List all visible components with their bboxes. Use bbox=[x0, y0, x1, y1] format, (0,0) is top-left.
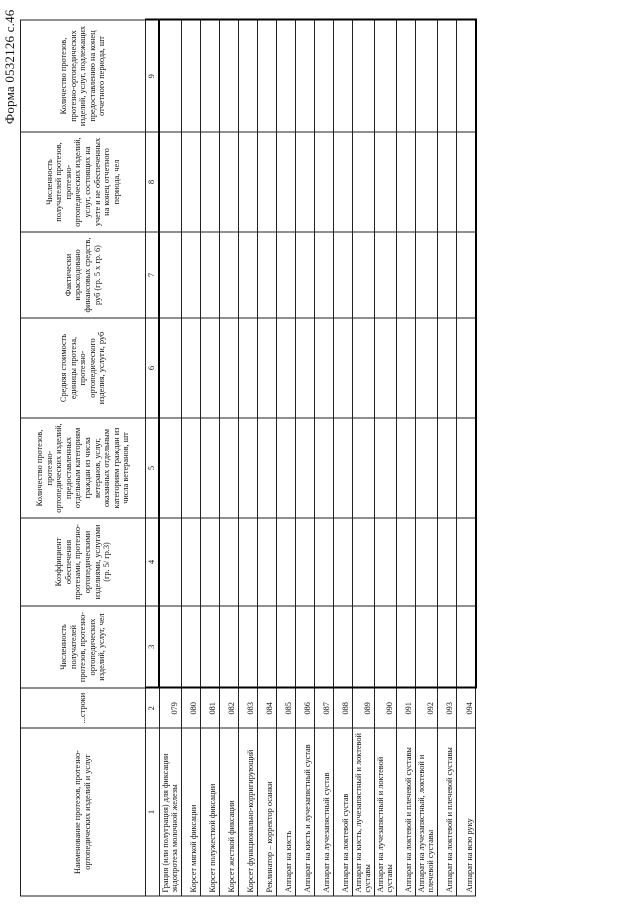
row-name: Аппарат на кисть, лучезапястный и локтевой суставы bbox=[352, 728, 374, 896]
row-name: Корсет жесткой фиксации bbox=[219, 728, 238, 896]
row-name: Реклинатор – корректор осанки bbox=[257, 728, 276, 896]
cell-col6[interactable] bbox=[352, 318, 374, 418]
table-row bbox=[396, 20, 415, 896]
column-number: 5 bbox=[146, 418, 160, 518]
row-code: 080 bbox=[181, 688, 200, 728]
cell-col6[interactable] bbox=[200, 318, 219, 418]
cell-col3[interactable] bbox=[181, 606, 200, 688]
cell-col6[interactable] bbox=[295, 318, 314, 418]
cell-col4[interactable] bbox=[200, 518, 219, 606]
cell-col6[interactable] bbox=[276, 318, 295, 418]
table-row bbox=[352, 20, 374, 896]
cell-col8[interactable] bbox=[159, 132, 181, 232]
cell-col7[interactable] bbox=[181, 232, 200, 318]
row-name: Аппарат на локтевой и плечевой суставы bbox=[437, 728, 456, 896]
cell-col4[interactable] bbox=[295, 518, 314, 606]
column-header-recipients: Численность получателей протезов, протезно-ортопедических изделий, услуг, чел bbox=[21, 606, 146, 688]
cell-col9[interactable] bbox=[200, 20, 219, 132]
table-row bbox=[456, 20, 476, 896]
table-row bbox=[374, 20, 396, 896]
cell-col3[interactable] bbox=[257, 606, 276, 688]
row-code: 084 bbox=[257, 688, 276, 728]
cell-col5[interactable] bbox=[314, 418, 333, 518]
column-number: 9 bbox=[146, 20, 160, 132]
row-code: 082 bbox=[219, 688, 238, 728]
cell-col7[interactable] bbox=[415, 232, 437, 318]
row-name: Аппарат на лучезапястный сустав bbox=[314, 728, 333, 896]
cell-col4[interactable] bbox=[181, 518, 200, 606]
cell-col8[interactable] bbox=[181, 132, 200, 232]
table-row bbox=[159, 20, 181, 896]
cell-col8[interactable] bbox=[200, 132, 219, 232]
table-row bbox=[314, 20, 333, 896]
cell-col6[interactable] bbox=[314, 318, 333, 418]
cell-col3[interactable] bbox=[396, 606, 415, 688]
row-name: Аппарат на лучезапястный и локтевой суставы bbox=[374, 728, 396, 896]
table-row bbox=[276, 20, 295, 896]
row-name: Аппарат на кисть bbox=[276, 728, 295, 896]
cell-col9[interactable] bbox=[333, 20, 352, 132]
column-header-unserved: Численность получателей протезов, протезно-ортопедических изделий, услуг, состоящих на учете и не обеспеченных на конец отчетного периода, чел bbox=[21, 132, 146, 232]
cell-col8[interactable] bbox=[437, 132, 456, 232]
row-name: Грация (или полуграция) для фиксации эндопротеза молочной железы bbox=[159, 728, 181, 896]
table-row bbox=[333, 20, 352, 896]
cell-col3[interactable] bbox=[352, 606, 374, 688]
column-header-pending: Количество протезов, протезно-ортопедических изделий, услуг, подлежащих предоставлению на конец отчетного периода, шт bbox=[21, 20, 146, 132]
cell-col5[interactable] bbox=[159, 418, 181, 518]
cell-col5[interactable] bbox=[352, 418, 374, 518]
column-header-spent: Фактически израсходовано финансовых средств, руб (гр. 5 х гр. 6) bbox=[21, 232, 146, 318]
cell-col4[interactable] bbox=[219, 518, 238, 606]
row-name: Корсет функционально-корригирующий bbox=[238, 728, 257, 896]
cell-col9[interactable] bbox=[374, 20, 396, 132]
cell-col8[interactable] bbox=[257, 132, 276, 232]
cell-col6[interactable] bbox=[257, 318, 276, 418]
row-code: 093 bbox=[437, 688, 456, 728]
cell-col4[interactable] bbox=[257, 518, 276, 606]
cell-col9[interactable] bbox=[396, 20, 415, 132]
cell-col3[interactable] bbox=[314, 606, 333, 688]
header-row bbox=[21, 20, 146, 896]
column-number: 7 bbox=[146, 232, 160, 318]
cell-col5[interactable] bbox=[238, 418, 257, 518]
row-code: 088 bbox=[333, 688, 352, 728]
table-row bbox=[437, 20, 456, 896]
cell-col8[interactable] bbox=[352, 132, 374, 232]
table-row bbox=[257, 20, 276, 896]
cell-col9[interactable] bbox=[159, 20, 181, 132]
cell-col9[interactable] bbox=[276, 20, 295, 132]
cell-col9[interactable] bbox=[456, 20, 476, 132]
cell-col4[interactable] bbox=[456, 518, 476, 606]
cell-col9[interactable] bbox=[181, 20, 200, 132]
column-number: 4 bbox=[146, 518, 160, 606]
cell-col3[interactable] bbox=[238, 606, 257, 688]
cell-col9[interactable] bbox=[257, 20, 276, 132]
column-number: 2 bbox=[146, 688, 160, 728]
report-table bbox=[20, 19, 477, 897]
cell-col3[interactable] bbox=[333, 606, 352, 688]
cell-col5[interactable] bbox=[456, 418, 476, 518]
cell-col8[interactable] bbox=[415, 132, 437, 232]
cell-col6[interactable] bbox=[415, 318, 437, 418]
column-number: 3 bbox=[146, 606, 160, 688]
cell-col4[interactable] bbox=[314, 518, 333, 606]
row-name: Корсет полужесткой фиксации bbox=[200, 728, 219, 896]
cell-col8[interactable] bbox=[314, 132, 333, 232]
cell-col6[interactable] bbox=[396, 318, 415, 418]
row-code: 083 bbox=[238, 688, 257, 728]
table-row bbox=[238, 20, 257, 896]
cell-col6[interactable] bbox=[437, 318, 456, 418]
cell-col4[interactable] bbox=[238, 518, 257, 606]
cell-col9[interactable] bbox=[352, 20, 374, 132]
row-code: 090 bbox=[374, 688, 396, 728]
row-code: 081 bbox=[200, 688, 219, 728]
cell-col7[interactable] bbox=[333, 232, 352, 318]
column-header-quantity: Количество протезов, протезно-ортопедических изделий, предоставленных отдельным категориям граждан из числа ветеранов, услуг, оказанных отдельным категориям граждан из числа ветеранов, шт bbox=[21, 418, 146, 518]
form-number: Форма 0532126 с.46 bbox=[2, 9, 17, 125]
table-row bbox=[219, 20, 238, 896]
cell-col6[interactable] bbox=[219, 318, 238, 418]
cell-col5[interactable] bbox=[219, 418, 238, 518]
cell-col9[interactable] bbox=[314, 20, 333, 132]
row-name: Аппарат на кисть и лучезапястный сустав bbox=[295, 728, 314, 896]
row-name: Аппарат на лучезапястный, локтевой и плечевой суставы bbox=[415, 728, 437, 896]
cell-col3[interactable] bbox=[219, 606, 238, 688]
cell-col4[interactable] bbox=[276, 518, 295, 606]
cell-col5[interactable] bbox=[374, 418, 396, 518]
column-numbers-row bbox=[146, 20, 160, 896]
cell-col4[interactable] bbox=[333, 518, 352, 606]
cell-col6[interactable] bbox=[238, 318, 257, 418]
row-code: 085 bbox=[276, 688, 295, 728]
cell-col8[interactable] bbox=[396, 132, 415, 232]
cell-col7[interactable] bbox=[396, 232, 415, 318]
column-header-code: ...строки bbox=[21, 688, 146, 728]
row-code: 089 bbox=[352, 688, 374, 728]
row-name: Аппарат на всю руку bbox=[456, 728, 476, 896]
cell-col7[interactable] bbox=[437, 232, 456, 318]
cell-col4[interactable] bbox=[437, 518, 456, 606]
cell-col4[interactable] bbox=[159, 518, 181, 606]
cell-col8[interactable] bbox=[238, 132, 257, 232]
cell-col6[interactable] bbox=[374, 318, 396, 418]
cell-col6[interactable] bbox=[333, 318, 352, 418]
cell-col8[interactable] bbox=[374, 132, 396, 232]
column-header-name: Наименование протезов, протезно-ортопедических изделий и услуг bbox=[21, 728, 146, 896]
cell-col7[interactable] bbox=[276, 232, 295, 318]
row-code: 094 bbox=[456, 688, 476, 728]
column-number: 6 bbox=[146, 318, 160, 418]
row-name: Аппарат на локтевой и плечевой суставы bbox=[396, 728, 415, 896]
cell-col6[interactable] bbox=[159, 318, 181, 418]
cell-col7[interactable] bbox=[352, 232, 374, 318]
cell-col4[interactable] bbox=[352, 518, 374, 606]
cell-col3[interactable] bbox=[456, 606, 476, 688]
cell-col4[interactable] bbox=[415, 518, 437, 606]
table-row bbox=[295, 20, 314, 896]
cell-col3[interactable] bbox=[159, 606, 181, 688]
cell-col9[interactable] bbox=[437, 20, 456, 132]
cell-col3[interactable] bbox=[374, 606, 396, 688]
column-header-avg-cost: Средняя стоимость единицы протеза, протезно-ортопедического изделия, услуги, руб bbox=[21, 318, 146, 418]
cell-col9[interactable] bbox=[415, 20, 437, 132]
table-row bbox=[181, 20, 200, 896]
cell-col7[interactable] bbox=[219, 232, 238, 318]
cell-col8[interactable] bbox=[276, 132, 295, 232]
cell-col9[interactable] bbox=[219, 20, 238, 132]
cell-col5[interactable] bbox=[295, 418, 314, 518]
cell-col3[interactable] bbox=[437, 606, 456, 688]
cell-col7[interactable] bbox=[295, 232, 314, 318]
row-code: 091 bbox=[396, 688, 415, 728]
row-name: Аппарат на локтевой сустав bbox=[333, 728, 352, 896]
table-row bbox=[415, 20, 437, 896]
cell-col5[interactable] bbox=[437, 418, 456, 518]
cell-col4[interactable] bbox=[396, 518, 415, 606]
cell-col5[interactable] bbox=[396, 418, 415, 518]
cell-col5[interactable] bbox=[333, 418, 352, 518]
cell-col3[interactable] bbox=[200, 606, 219, 688]
row-code: 079 bbox=[159, 688, 181, 728]
row-code: 092 bbox=[415, 688, 437, 728]
cell-col8[interactable] bbox=[295, 132, 314, 232]
cell-col8[interactable] bbox=[219, 132, 238, 232]
column-number: 1 bbox=[146, 728, 160, 896]
cell-col6[interactable] bbox=[181, 318, 200, 418]
cell-col3[interactable] bbox=[295, 606, 314, 688]
row-code: 086 bbox=[295, 688, 314, 728]
cell-col8[interactable] bbox=[333, 132, 352, 232]
cell-col7[interactable] bbox=[314, 232, 333, 318]
cell-col5[interactable] bbox=[181, 418, 200, 518]
cell-col7[interactable] bbox=[374, 232, 396, 318]
cell-col9[interactable] bbox=[295, 20, 314, 132]
cell-col3[interactable] bbox=[415, 606, 437, 688]
cell-col9[interactable] bbox=[238, 20, 257, 132]
cell-col7[interactable] bbox=[159, 232, 181, 318]
cell-col5[interactable] bbox=[415, 418, 437, 518]
row-name: Корсет мягкой фиксации bbox=[181, 728, 200, 896]
cell-col5[interactable] bbox=[257, 418, 276, 518]
column-header-coefficient: Коэффициент обеспечения протезами, протезно-ортопедическими изделиями, услугами (гр. 5/ гр.3) bbox=[21, 518, 146, 606]
cell-col5[interactable] bbox=[276, 418, 295, 518]
cell-col3[interactable] bbox=[276, 606, 295, 688]
cell-col5[interactable] bbox=[200, 418, 219, 518]
cell-col7[interactable] bbox=[200, 232, 219, 318]
cell-col7[interactable] bbox=[238, 232, 257, 318]
row-code: 087 bbox=[314, 688, 333, 728]
table-row bbox=[200, 20, 219, 896]
cell-col8[interactable] bbox=[456, 132, 476, 232]
cell-col7[interactable] bbox=[257, 232, 276, 318]
cell-col4[interactable] bbox=[374, 518, 396, 606]
column-number: 8 bbox=[146, 132, 160, 232]
cell-col7[interactable] bbox=[456, 232, 476, 318]
cell-col6[interactable] bbox=[456, 318, 476, 418]
